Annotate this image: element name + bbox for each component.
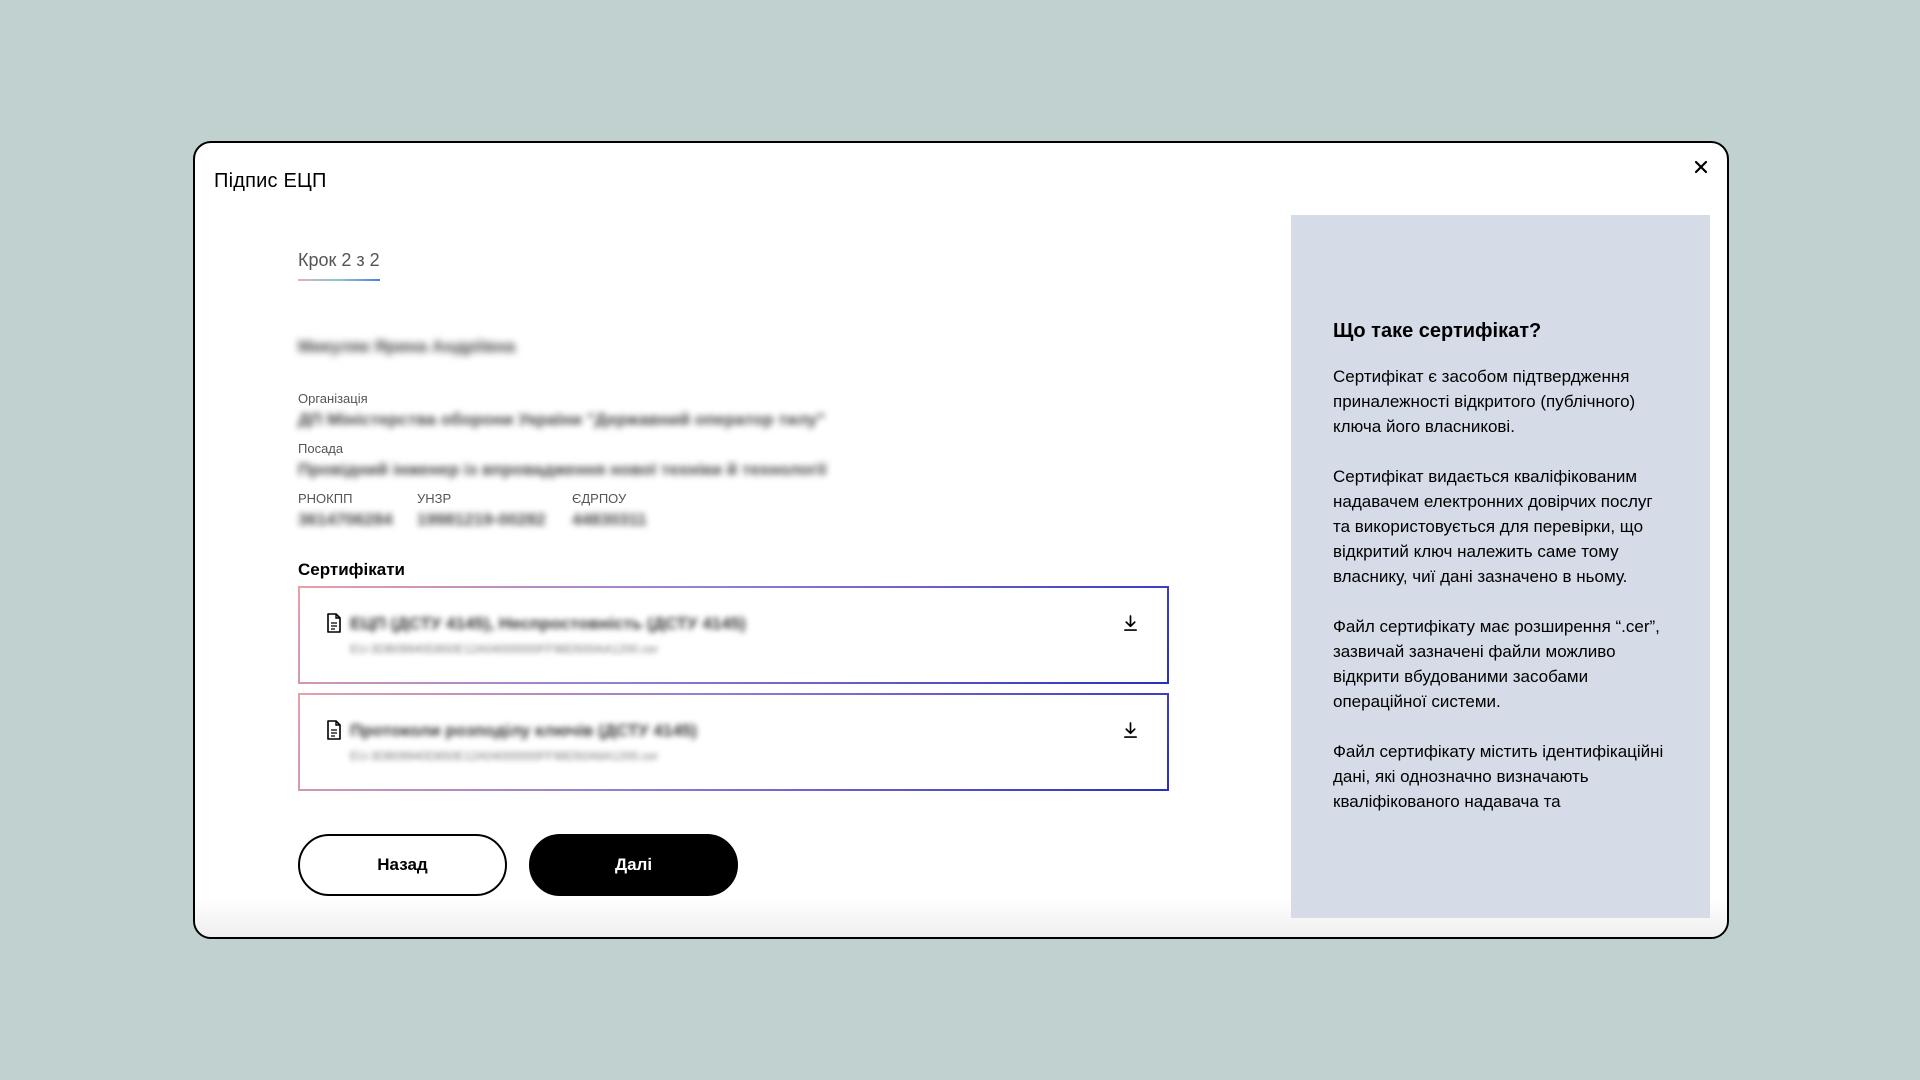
download-certificate-button[interactable] bbox=[1119, 719, 1141, 741]
certificate-name: Протоколи розподілу ключів (ДСТУ 4145) bbox=[350, 721, 697, 740]
unzr-label: УНЗР bbox=[417, 491, 452, 506]
step-indicator: Крок 2 з 2 bbox=[298, 250, 380, 281]
info-paragraph: Сертифікат видається кваліфікованим надавачем електронних довірчих послуг та використовується для перевірки, що відкритий ключ належить саме тому власнику, чиї дані зазначено в ньому. bbox=[1333, 467, 1653, 586]
certificate-card bbox=[298, 693, 1169, 791]
download-icon bbox=[1123, 615, 1138, 632]
close-button[interactable] bbox=[1689, 155, 1713, 179]
info-title: Що таке сертифікат? bbox=[1333, 320, 1542, 342]
unzr-value: 19981219-00282 bbox=[417, 510, 546, 529]
position-label: Посада bbox=[298, 441, 344, 456]
certificate-filename: EU-3DB09940D850E12A04000000FF98D50A6A1200.cer bbox=[350, 749, 659, 763]
info-paragraph: Файл сертифікату має розширення “.cer”, зазвичай зазначені файли можливо відкрити вбудованими засобами операційної системи. bbox=[1333, 617, 1660, 711]
position-value: Провідний інженер із впровадження нової техніки й технології bbox=[298, 460, 827, 479]
document-icon bbox=[326, 720, 342, 740]
organization-value: ДП Міністерства оборони України "Державний оператор тилу" bbox=[298, 410, 826, 429]
signer-name: Микуляк Ярина Андріївна bbox=[298, 337, 516, 356]
rnokpp-value: 3614706284 bbox=[298, 510, 393, 529]
certificate-name: ЕЦП (ДСТУ 4145), Неспростовність (ДСТУ 4145) bbox=[350, 614, 746, 633]
certificate-filename: EU-3DB09940D850E12A04000000FF98D500AA1200.cer bbox=[350, 642, 659, 656]
download-certificate-button[interactable] bbox=[1119, 612, 1141, 634]
certificates-heading: Сертифікати bbox=[298, 560, 406, 579]
info-panel bbox=[1291, 215, 1710, 918]
next-button[interactable]: Далі bbox=[529, 834, 738, 896]
info-paragraph: Файл сертифікату містить ідентифікаційні дані, які однозначно визначають кваліфікованого надавача та bbox=[1333, 742, 1664, 811]
modal-title: Підпис ЕЦП bbox=[214, 170, 327, 192]
back-button[interactable]: Назад bbox=[298, 834, 507, 896]
organization-label: Організація bbox=[298, 391, 368, 406]
certificate-card bbox=[298, 586, 1169, 684]
rnokpp-label: РНОКПП bbox=[298, 491, 353, 506]
edrpou-value: 44830311 bbox=[572, 510, 647, 529]
edrpou-label: ЄДРПОУ bbox=[572, 491, 627, 506]
info-paragraph: Сертифікат є засобом підтвердження приналежності відкритого (публічного) ключа його власникові. bbox=[1333, 367, 1636, 436]
signature-modal bbox=[193, 141, 1729, 939]
document-icon bbox=[326, 613, 342, 633]
close-icon bbox=[1694, 160, 1708, 174]
download-icon bbox=[1123, 722, 1138, 739]
